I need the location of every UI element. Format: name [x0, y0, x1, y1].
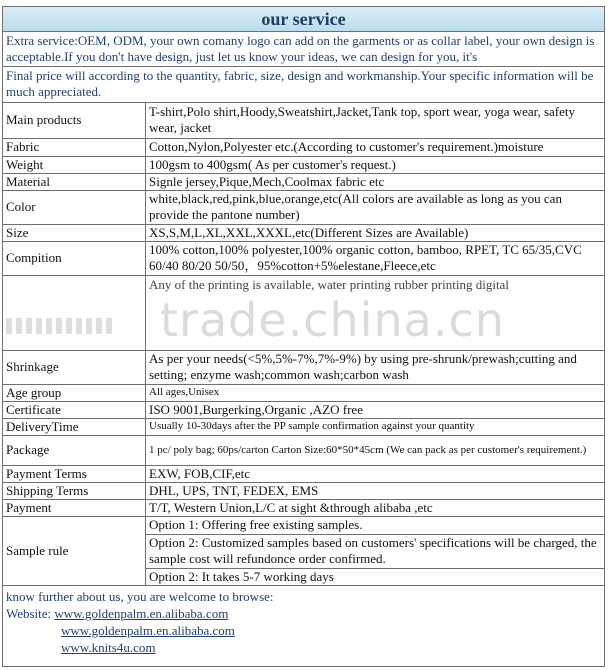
browse-text: know further about us, you are welcome to browse:: [6, 588, 274, 604]
row-value: Usually 10-30days after the PP sample confirmation against your quantity: [146, 418, 605, 435]
row-label: DeliveryTime: [3, 418, 146, 435]
table-row: [3, 418, 604, 435]
table-row: [3, 190, 604, 224]
row-label: Fabric: [3, 138, 146, 156]
website-link-3[interactable]: www.knits4u.com: [61, 639, 156, 655]
sample-rule-label: Sample rule: [3, 516, 146, 585]
table-row: [3, 516, 604, 534]
row-label: Payment: [3, 499, 146, 516]
website-link-2[interactable]: www.goldenpalm.en.alibaba.com: [61, 622, 235, 638]
contact-footer: [3, 586, 604, 658]
row-value: T-shirt,Polo shirt,Hoody,Sweatshirt,Jacket,Tank top, sport wear, yoga wear, safety wear, jacket: [146, 103, 605, 138]
row-label: Main products: [3, 103, 146, 138]
website-line: [6, 639, 601, 656]
row-value: EXW, FOB,CIF,etc: [146, 465, 605, 482]
final-price-text: Final price will according to the quantity, fabric, size, design and workmanship.Your specific information will be much appreciated.: [3, 67, 604, 103]
printing-text: Any of the printing is available, water printing rubber printing digital: [149, 276, 509, 292]
table-row: [3, 465, 604, 482]
website-label: Website:: [6, 605, 55, 621]
row-value: 1 pc/ poly bag; 60ps/carton Carton Size:60*50*45cm (We can pack as per customer's requirement.): [146, 435, 605, 465]
row-label: Compition: [3, 241, 146, 275]
page-title: our service: [3, 7, 604, 32]
row-value: Cotton,Nylon,Polyester etc.(According to customer's requirement.)moisture: [146, 138, 605, 156]
row-value: ISO 9001,Burgerking,Organic ,AZO free: [146, 401, 605, 418]
table-row: [3, 173, 604, 190]
row-value: T/T, Western Union,L/C at sight &through alibaba ,etc: [146, 499, 605, 516]
row-label: Material: [3, 173, 146, 190]
row-label: Shipping Terms: [3, 482, 146, 499]
table-row: [3, 138, 604, 156]
website-line: [6, 605, 601, 622]
row-value: white,black,red,pink,blue,orange,etc(All colors are available as long as you can provide the pantone number): [146, 190, 605, 224]
table-row: [3, 401, 604, 418]
row-label: Age group: [3, 384, 146, 401]
row-label: Weight: [3, 156, 146, 173]
row-value: Signle jersey,Pique,Mech,Coolmax fabric etc: [146, 173, 605, 190]
table-row: [3, 384, 604, 401]
watermark-bar: [6, 318, 116, 334]
table-row: [3, 241, 604, 275]
website-line: [6, 622, 601, 639]
row-value: As per your needs(<5%,5%-7%,7%-9%) by using pre-shrunk/prewash;cutting and setting; enzyme wash;common wash;carbon wash: [146, 350, 605, 384]
table-row: [3, 435, 604, 465]
row-label: Package: [3, 435, 146, 465]
table-row: [3, 156, 604, 173]
row-label: Color: [3, 190, 146, 224]
table-row: [3, 482, 604, 499]
sample-option: Option 1: Offering free existing samples.: [146, 516, 605, 534]
extra-service-text: Extra service:OEM, ODM, your own comany logo can add on the garments or as collar label, your own design is acceptable.If you don't have design, just let us know your ideas, we can design for you, it's: [3, 32, 604, 67]
table-row: [3, 499, 604, 516]
table-row: [3, 103, 604, 138]
row-value: All ages,Unisex: [146, 384, 605, 401]
row-label: Payment Terms: [3, 465, 146, 482]
row-label: Shrinkage: [3, 350, 146, 384]
sample-option: Option 2: It takes 5-7 working days: [146, 568, 605, 585]
row-value: DHL, UPS, TNT, FEDEX, EMS: [146, 482, 605, 499]
sample-option: Option 2: Customized samples based on customers' specifications will be charged, the sample cost will refundonce order confirmed.: [146, 534, 605, 568]
table-row: [3, 224, 604, 241]
row-label: [3, 275, 146, 350]
row-label: Certificate: [3, 401, 146, 418]
website-link-1[interactable]: www.goldenpalm.en.alibaba.com: [54, 605, 229, 621]
row-label: Size: [3, 224, 146, 241]
row-value: 100% cotton,100% polyester,100% organic cotton, bamboo, RPET, TC 65/35,CVC 60/40 80/20 50/50，95%cotton+5%elestane,Fleece,etc: [146, 241, 605, 275]
row-value: XS,S,M,L,XL,XXL,XXXL,etc(Different Sizes are Available): [146, 224, 605, 241]
row-value: 100gsm to 400gsm( As per customer's request.): [146, 156, 605, 173]
table-row: [3, 350, 604, 384]
watermark-text: trade.china.cn: [160, 293, 505, 347]
